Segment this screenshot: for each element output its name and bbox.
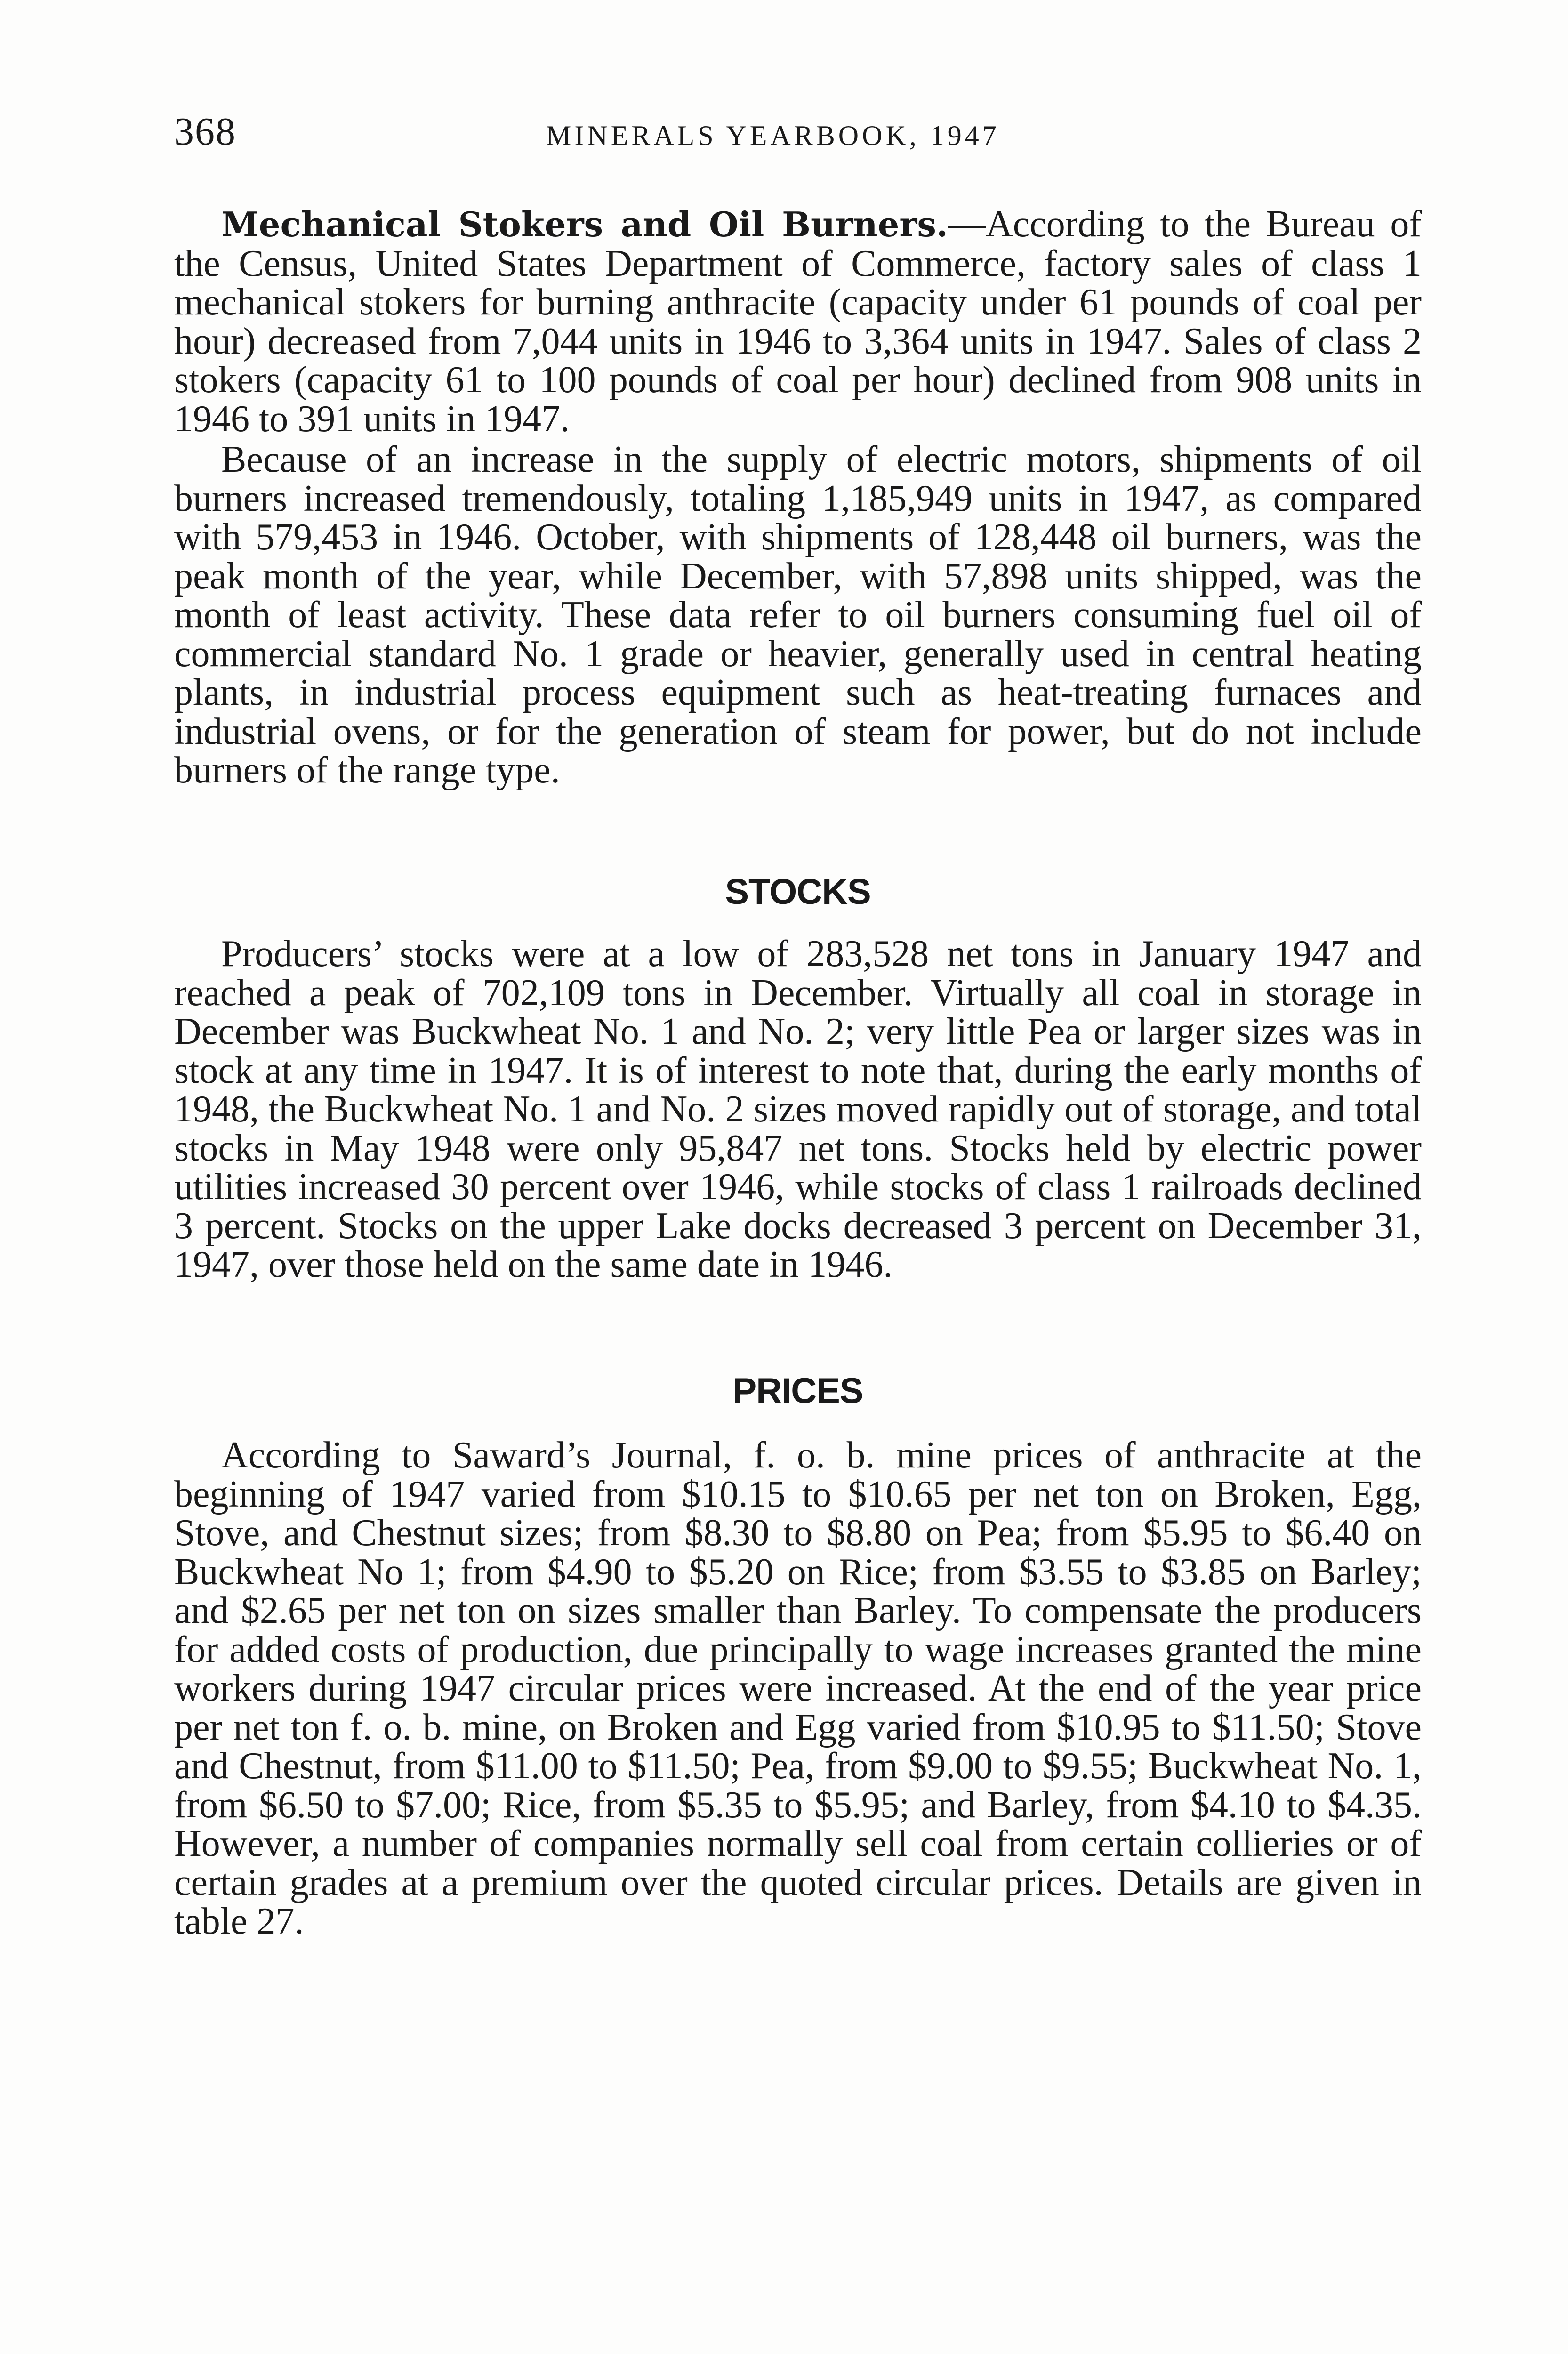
- stocks-paragraph: Producers’ stocks were at a low of 283,528 net tons in January 1947 and reached a peak of 702,109 tons in December. Virtually all coal in storage in December was Buckwheat No. 1 and No. 2; very little Pea or larger sizes was in stock at any time in 1947. It is of interest to note that, during the early months of 1948, the Buckwheat No. 1 and No. 2 sizes moved rapidly out of storage, and total stocks in May 1948 were only 95,847 net tons. Stocks held by electric power utilities increased 30 percent over 1946, while stocks of class 1 railroads declined 3 percent. Stocks on the upper Lake docks decreased 3 percent on December 31, 1947, over those held on the same date in 1946.: [174, 933, 1422, 1285]
- oil-burners-paragraph: Because of an increase in the supply of electric motors, shipments of oil burners increased tremendously, totaling 1,185,949 units in 1947, as compared with 579,453 in 1946. October, with shipments of 128,448 oil burners, was the peak month of the year, while December, with 57,898 units shipped, was the month of least activity. These data refer to oil burners consuming fuel oil of commercial standard No. 1 grade or heavier, generally used in central heating plants, in industrial process equipment such as heat-treating furnaces and industrial ovens, or for the generation of steam for power, but do not include burners of the range type.: [174, 439, 1422, 791]
- stokers-section: [174, 205, 1422, 438]
- running-title: MINERALS YEARBOOK, 1947: [546, 120, 1000, 151]
- stocks-section: [174, 935, 1422, 1284]
- prices-section: [174, 1436, 1422, 1941]
- run-in-title: Mechanical Stokers and Oil Burners.: [221, 204, 948, 244]
- prices-heading: PRICES: [732, 1371, 863, 1411]
- stokers-paragraph: [174, 205, 1422, 438]
- stokers-paragraph-text: —According to the Bureau of the Census, United States Department of Commerce, factory sales of class 1 mechanical stokers for burning anthracite (capacity under 61 pounds of coal per hour) decreased from 7,044 units in 1946 to 3,364 units in 1947. Sales of class 2 stokers (capacity 61 to 100 pounds of coal per hour) declined from 908 units in 1946 to 391 units in 1947.: [174, 203, 1422, 440]
- running-head: [174, 106, 1422, 158]
- prices-paragraph: According to Saward’s Journal, f. o. b. mine prices of anthracite at the beginning of 1947 varied from $10.15 to $10.65 per net ton on Broken, Egg, Stove, and Chestnut sizes; from $8.30 to $8.80 on Pea; from $5.95 to $6.40 on Buckwheat No 1; from $4.90 to $5.20 on Rice; from $3.55 to $3.85 on Barley; and $2.65 per net ton on sizes smaller than Barley. To compensate the producers for added costs of production, due principally to wage increases granted the mine workers during 1947 circular prices were increased. At the end of the year price per net ton f. o. b. mine, on Broken and Egg varied from $10.95 to $11.50; Stove and Chestnut, from $11.00 to $11.50; Pea, from $9.00 to $9.55; Buckwheat No. 1, from $6.50 to $7.00; Rice, from $5.35 to $5.95; and Barley, from $4.10 to $4.35. However, a number of companies normally sell coal from certain collieries or of certain grades at a premium over the quoted circular prices. Details are given in table 27.: [174, 1435, 1422, 1942]
- page-number: 368: [174, 110, 236, 153]
- oil-burners-section: [174, 440, 1422, 790]
- stocks-heading: STOCKS: [725, 872, 871, 912]
